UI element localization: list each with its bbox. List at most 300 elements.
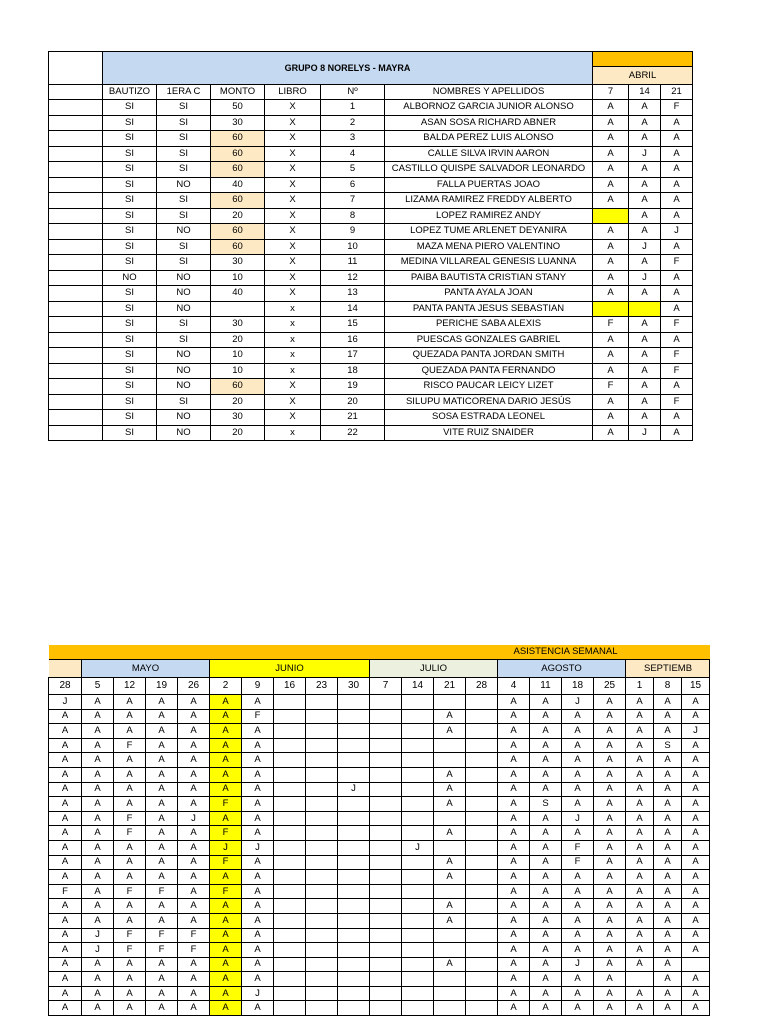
months-row	[49, 660, 710, 678]
weekly-attendance-cell: F	[562, 855, 594, 870]
weekly-attendance-cell: A	[530, 767, 562, 782]
weekly-attendance-cell: A	[210, 782, 242, 797]
attendance-cell: A	[629, 100, 661, 116]
weekly-attendance-cell: A	[594, 943, 626, 958]
primera-comunion-cell: SI	[157, 394, 211, 410]
weekly-attendance-cell: A	[530, 695, 562, 710]
weekly-attendance-cell: A	[562, 738, 594, 753]
attendance-cell: A	[661, 410, 693, 426]
weekly-attendance-cell: A	[82, 986, 114, 1001]
weekly-attendance-cell: A	[242, 972, 274, 987]
weekly-attendance-cell: F	[114, 826, 146, 841]
weekly-attendance-cell: J	[562, 957, 594, 972]
weekly-attendance-cell: A	[242, 870, 274, 885]
weekly-attendance-cell	[338, 826, 370, 841]
weekly-attendance-cell: A	[530, 782, 562, 797]
weekly-attendance-cell: A	[682, 986, 710, 1001]
weekly-attendance-cell	[466, 738, 498, 753]
student-row	[49, 394, 693, 410]
weekly-attendance-cell	[370, 826, 402, 841]
weekly-attendance-cell: A	[146, 709, 178, 724]
student-row	[49, 363, 693, 379]
weekly-attendance-cell: A	[562, 884, 594, 899]
weekly-attendance-cell: A	[654, 957, 682, 972]
weekly-attendance-cell: A	[82, 840, 114, 855]
attendance-table-top	[48, 51, 693, 441]
libro-cell: X	[265, 270, 321, 286]
weekly-attendance-cell	[274, 1001, 306, 1016]
weekly-row	[49, 972, 710, 987]
weekly-attendance-cell: A	[178, 957, 210, 972]
weekly-attendance-cell: A	[146, 972, 178, 987]
primera-comunion-cell: NO	[157, 270, 211, 286]
weekly-attendance-cell: A	[210, 943, 242, 958]
weekly-attendance-cell: F	[146, 884, 178, 899]
attendance-cell: A	[661, 177, 693, 193]
weekly-attendance-cell: F	[178, 943, 210, 958]
libro-cell: X	[265, 410, 321, 426]
student-name: LOPEZ TUME ARLENET DEYANIRA	[385, 224, 593, 240]
weekly-attendance-cell: A	[626, 753, 654, 768]
attendance-cell: J	[629, 270, 661, 286]
weekly-attendance-cell	[466, 826, 498, 841]
weekly-attendance-cell: A	[82, 855, 114, 870]
weekly-attendance-cell: A	[498, 972, 530, 987]
bautizo-cell: SI	[103, 394, 157, 410]
weekly-attendance-cell: A	[146, 826, 178, 841]
weekly-row	[49, 738, 710, 753]
student-row	[49, 146, 693, 162]
weekly-attendance-cell	[274, 797, 306, 812]
weekly-attendance-cell	[466, 957, 498, 972]
weekly-attendance-cell: A	[178, 855, 210, 870]
weekly-attendance-cell: A	[242, 855, 274, 870]
weekly-attendance-cell: A	[178, 1001, 210, 1016]
weekly-attendance-cell: A	[49, 782, 82, 797]
libro-cell: X	[265, 146, 321, 162]
weekly-attendance-cell: A	[682, 709, 710, 724]
blank-cell	[49, 239, 103, 255]
weekly-attendance-cell: A	[530, 826, 562, 841]
monto-cell: 60	[211, 193, 265, 209]
weekly-attendance-cell	[274, 884, 306, 899]
number-cell: 22	[321, 425, 385, 441]
monto-cell: 20	[211, 394, 265, 410]
weekly-attendance-cell: A	[530, 709, 562, 724]
weekly-attendance-cell	[338, 855, 370, 870]
weekly-attendance-cell: A	[626, 986, 654, 1001]
weekly-attendance-cell	[306, 986, 338, 1001]
weekly-attendance-cell: A	[178, 782, 210, 797]
weekly-attendance-cell	[434, 884, 466, 899]
weekly-attendance-cell: A	[210, 957, 242, 972]
weekly-attendance-cell: A	[498, 899, 530, 914]
column-header: MONTO	[211, 85, 265, 100]
weekly-attendance-cell: A	[594, 709, 626, 724]
weekly-attendance-cell: A	[654, 753, 682, 768]
blank-cell	[49, 394, 103, 410]
weekly-attendance-cell	[306, 753, 338, 768]
attendance-cell: A	[661, 131, 693, 147]
weekly-attendance-cell: S	[530, 797, 562, 812]
weekly-attendance-cell	[338, 767, 370, 782]
weekly-attendance-cell: A	[242, 928, 274, 943]
student-row	[49, 379, 693, 395]
libro-cell: X	[265, 255, 321, 271]
weekly-attendance-cell: A	[562, 753, 594, 768]
weekly-attendance-cell	[274, 899, 306, 914]
weekly-attendance-cell	[434, 753, 466, 768]
attendance-cell: F	[661, 363, 693, 379]
weekly-row	[49, 767, 710, 782]
libro-cell: X	[265, 131, 321, 147]
weekly-attendance-cell	[306, 972, 338, 987]
bautizo-cell: NO	[103, 270, 157, 286]
attendance-cell: A	[629, 115, 661, 131]
weekly-attendance-cell: A	[682, 870, 710, 885]
attendance-cell: A	[629, 131, 661, 147]
primera-comunion-cell: SI	[157, 239, 211, 255]
bautizo-cell: SI	[103, 332, 157, 348]
student-name: CASTILLO QUISPE SALVADOR LEONARDO	[385, 162, 593, 178]
weekly-attendance-cell: A	[530, 928, 562, 943]
bautizo-cell: SI	[103, 348, 157, 364]
weekly-attendance-cell: A	[498, 928, 530, 943]
weekly-attendance-cell: A	[626, 782, 654, 797]
weekly-attendance-cell	[306, 899, 338, 914]
student-name: QUEZADA PANTA FERNANDO	[385, 363, 593, 379]
weekly-attendance-cell	[434, 986, 466, 1001]
weekly-attendance-cell: A	[146, 957, 178, 972]
libro-cell: X	[265, 115, 321, 131]
attendance-cell: A	[593, 131, 629, 147]
weekly-attendance-cell: A	[594, 840, 626, 855]
weekly-attendance-cell: A	[530, 738, 562, 753]
weekly-attendance-cell: A	[562, 782, 594, 797]
weekly-attendance-cell	[338, 797, 370, 812]
attendance-cell: F	[593, 379, 629, 395]
monto-cell: 60	[211, 379, 265, 395]
weekly-row	[49, 913, 710, 928]
weekly-attendance-cell	[466, 782, 498, 797]
day-header: 14	[402, 678, 434, 695]
student-row	[49, 348, 693, 364]
bautizo-cell: SI	[103, 162, 157, 178]
bautizo-cell: SI	[103, 379, 157, 395]
weekly-attendance-cell: A	[114, 840, 146, 855]
attendance-cell: A	[661, 379, 693, 395]
weekly-attendance-cell	[402, 870, 434, 885]
monto-cell: 40	[211, 286, 265, 302]
day-header: 9	[242, 678, 274, 695]
weekly-attendance-cell: F	[210, 884, 242, 899]
weekly-attendance-cell	[274, 782, 306, 797]
weekly-attendance-cell	[338, 884, 370, 899]
number-cell: 14	[321, 301, 385, 317]
weekly-attendance-cell	[402, 811, 434, 826]
day-header: 2	[210, 678, 242, 695]
weekly-attendance-cell	[402, 943, 434, 958]
weekly-attendance-cell	[274, 855, 306, 870]
weekly-row	[49, 840, 710, 855]
weekly-attendance-cell	[434, 695, 466, 710]
libro-cell: x	[265, 425, 321, 441]
weekly-attendance-cell: A	[682, 695, 710, 710]
weekly-attendance-cell: A	[594, 767, 626, 782]
weekly-attendance-cell: A	[178, 738, 210, 753]
weekly-attendance-cell: A	[210, 899, 242, 914]
attendance-cell: A	[593, 286, 629, 302]
primera-comunion-cell: NO	[157, 301, 211, 317]
weekly-attendance-cell: A	[498, 797, 530, 812]
weekly-attendance-cell: A	[49, 797, 82, 812]
student-name: RISCO PAUCAR LEICY LIZET	[385, 379, 593, 395]
weekly-attendance-cell	[370, 986, 402, 1001]
weekly-attendance-cell: A	[49, 1001, 82, 1016]
group-title: GRUPO 8 NORELYS - MAYRA	[103, 52, 593, 85]
number-cell: 1	[321, 100, 385, 116]
weekly-attendance-cell: A	[530, 913, 562, 928]
weekly-attendance-cell	[370, 957, 402, 972]
student-row	[49, 115, 693, 131]
number-cell: 10	[321, 239, 385, 255]
libro-cell: x	[265, 348, 321, 364]
weekly-attendance-cell: J	[338, 782, 370, 797]
weekly-attendance-cell	[274, 767, 306, 782]
blank-cell	[49, 131, 103, 147]
weekly-attendance-cell: A	[178, 709, 210, 724]
bautizo-cell: SI	[103, 410, 157, 426]
weekly-attendance-cell	[434, 811, 466, 826]
weekly-attendance-cell: A	[178, 972, 210, 987]
weekly-attendance-cell	[434, 1001, 466, 1016]
blank-cell	[49, 100, 103, 116]
weekly-attendance-cell: A	[682, 811, 710, 826]
day-header: 7	[370, 678, 402, 695]
weekly-attendance-cell: A	[114, 972, 146, 987]
weekly-attendance-cell: A	[626, 855, 654, 870]
weekly-attendance-cell: A	[654, 797, 682, 812]
weekly-attendance-cell	[466, 767, 498, 782]
weekly-attendance-cell: A	[562, 870, 594, 885]
weekly-title: ASISTENCIA SEMANAL	[49, 645, 710, 660]
weekly-attendance-cell: A	[49, 724, 82, 739]
weekly-attendance-cell: A	[114, 724, 146, 739]
weekly-attendance-cell	[306, 1001, 338, 1016]
weekly-attendance-cell	[402, 855, 434, 870]
libro-cell: x	[265, 301, 321, 317]
day-header: 8	[654, 678, 682, 695]
weekly-attendance-cell: A	[434, 913, 466, 928]
day-header: 16	[274, 678, 306, 695]
weekly-attendance-cell: A	[626, 738, 654, 753]
attendance-cell: A	[629, 162, 661, 178]
weekly-attendance-cell	[370, 928, 402, 943]
monto-cell	[211, 301, 265, 317]
monto-cell: 60	[211, 162, 265, 178]
weekly-attendance-cell	[338, 709, 370, 724]
weekly-attendance-cell	[466, 899, 498, 914]
weekly-attendance-cell	[274, 986, 306, 1001]
number-cell: 20	[321, 394, 385, 410]
attendance-cell: J	[661, 224, 693, 240]
weekly-attendance-cell: A	[146, 986, 178, 1001]
weekly-attendance-cell	[466, 986, 498, 1001]
weekly-attendance-cell: A	[434, 899, 466, 914]
weekly-attendance-cell	[306, 695, 338, 710]
weekly-attendance-cell: A	[498, 913, 530, 928]
weekly-attendance-cell: A	[434, 724, 466, 739]
bautizo-cell: SI	[103, 131, 157, 147]
weekly-attendance-cell	[306, 724, 338, 739]
weekly-attendance-cell: A	[530, 972, 562, 987]
column-header: NOMBRES Y APELLIDOS	[385, 85, 593, 100]
monto-cell: 20	[211, 425, 265, 441]
weekly-attendance-cell: A	[682, 943, 710, 958]
day-header: 26	[178, 678, 210, 695]
primera-comunion-cell: SI	[157, 255, 211, 271]
weekly-attendance-cell: A	[49, 855, 82, 870]
weekly-attendance-cell: F	[146, 943, 178, 958]
weekly-row	[49, 724, 710, 739]
blank-cell	[49, 146, 103, 162]
weekly-attendance-cell: A	[210, 986, 242, 1001]
bautizo-cell: SI	[103, 208, 157, 224]
weekly-attendance-cell: A	[49, 811, 82, 826]
number-cell: 21	[321, 410, 385, 426]
student-name: ASAN SOSA RICHARD ABNER	[385, 115, 593, 131]
weekly-attendance-cell: A	[242, 753, 274, 768]
weekly-attendance-cell	[338, 986, 370, 1001]
weekly-attendance-cell	[274, 957, 306, 972]
monto-cell: 30	[211, 255, 265, 271]
weekly-attendance-cell	[370, 767, 402, 782]
weekly-attendance-cell: F	[114, 738, 146, 753]
blank-cell	[49, 363, 103, 379]
weekly-attendance-cell	[274, 928, 306, 943]
weekly-attendance-cell: A	[594, 928, 626, 943]
weekly-attendance-cell	[370, 943, 402, 958]
attendance-cell: A	[661, 193, 693, 209]
weekly-attendance-cell	[370, 870, 402, 885]
weekly-attendance-cell: A	[146, 738, 178, 753]
weekly-attendance-cell: A	[594, 826, 626, 841]
weekly-attendance-cell: A	[434, 709, 466, 724]
weekly-attendance-cell: A	[562, 986, 594, 1001]
weekly-attendance-cell: A	[178, 767, 210, 782]
number-cell: 17	[321, 348, 385, 364]
weekly-attendance-cell: A	[530, 811, 562, 826]
weekly-attendance-cell	[274, 738, 306, 753]
libro-cell: x	[265, 332, 321, 348]
weekly-attendance-cell: A	[242, 943, 274, 958]
weekly-attendance-cell	[338, 738, 370, 753]
weekly-attendance-cell: A	[530, 855, 562, 870]
month-julio: JULIO	[370, 660, 498, 678]
weekly-attendance-cell: A	[210, 753, 242, 768]
primera-comunion-cell: NO	[157, 363, 211, 379]
weekly-attendance-cell	[306, 913, 338, 928]
weekly-attendance-cell: A	[626, 913, 654, 928]
weekly-attendance-cell: A	[434, 826, 466, 841]
weekly-attendance-cell: A	[49, 767, 82, 782]
student-name: PUESCAS GONZALES GABRIEL	[385, 332, 593, 348]
monto-cell: 50	[211, 100, 265, 116]
weekly-attendance-cell: A	[626, 709, 654, 724]
weekly-attendance-cell	[338, 957, 370, 972]
weekly-attendance-cell: A	[654, 1001, 682, 1016]
attendance-cell: F	[661, 255, 693, 271]
weekly-attendance-cell: A	[530, 884, 562, 899]
bautizo-cell: SI	[103, 193, 157, 209]
weekly-attendance-cell: A	[82, 972, 114, 987]
attendance-cell: J	[629, 146, 661, 162]
weekly-attendance-cell	[370, 724, 402, 739]
blank-cell	[49, 425, 103, 441]
student-name: FALLA PUERTAS JOAO	[385, 177, 593, 193]
weekly-attendance-cell: A	[626, 928, 654, 943]
weekly-attendance-cell: A	[498, 986, 530, 1001]
student-name: BALDA PEREZ LUIS ALONSO	[385, 131, 593, 147]
student-row	[49, 100, 693, 116]
weekly-attendance-cell	[466, 753, 498, 768]
weekly-attendance-cell: A	[562, 899, 594, 914]
day-header: 18	[562, 678, 594, 695]
weekly-attendance-cell: A	[562, 767, 594, 782]
weekly-attendance-cell: A	[49, 986, 82, 1001]
weekly-attendance-cell: A	[654, 695, 682, 710]
weekly-row	[49, 957, 710, 972]
weekly-attendance-cell	[466, 870, 498, 885]
weekly-attendance-cell: A	[654, 709, 682, 724]
blank-cell	[49, 193, 103, 209]
weekly-row	[49, 782, 710, 797]
weekly-attendance-cell: A	[114, 782, 146, 797]
monto-cell: 40	[211, 177, 265, 193]
weekly-attendance-cell	[306, 811, 338, 826]
weekly-attendance-cell: A	[49, 913, 82, 928]
weekly-attendance-cell	[370, 840, 402, 855]
weekly-attendance-cell	[338, 899, 370, 914]
blank-cell	[49, 410, 103, 426]
weekly-attendance-cell: A	[626, 811, 654, 826]
weekly-attendance-cell: A	[562, 826, 594, 841]
weekly-attendance-cell	[402, 797, 434, 812]
primera-comunion-cell: SI	[157, 193, 211, 209]
libro-cell: x	[265, 363, 321, 379]
number-cell: 2	[321, 115, 385, 131]
weekly-attendance-cell: A	[654, 855, 682, 870]
attendance-cell: F	[661, 348, 693, 364]
student-row	[49, 317, 693, 333]
blank-cell	[49, 348, 103, 364]
weekly-attendance-cell	[338, 928, 370, 943]
weekly-attendance-cell: F	[210, 855, 242, 870]
weekly-attendance-cell: A	[594, 957, 626, 972]
student-name: MEDINA VILLAREAL GENESIS LUANNA	[385, 255, 593, 271]
number-cell: 16	[321, 332, 385, 348]
weekly-attendance-cell: A	[114, 913, 146, 928]
monto-cell: 30	[211, 115, 265, 131]
weekly-attendance-cell: F	[562, 840, 594, 855]
number-cell: 4	[321, 146, 385, 162]
number-cell: 15	[321, 317, 385, 333]
weekly-attendance-cell	[370, 811, 402, 826]
student-row	[49, 301, 693, 317]
primera-comunion-cell: NO	[157, 410, 211, 426]
primera-comunion-cell: NO	[157, 224, 211, 240]
weekly-attendance-cell: A	[49, 943, 82, 958]
